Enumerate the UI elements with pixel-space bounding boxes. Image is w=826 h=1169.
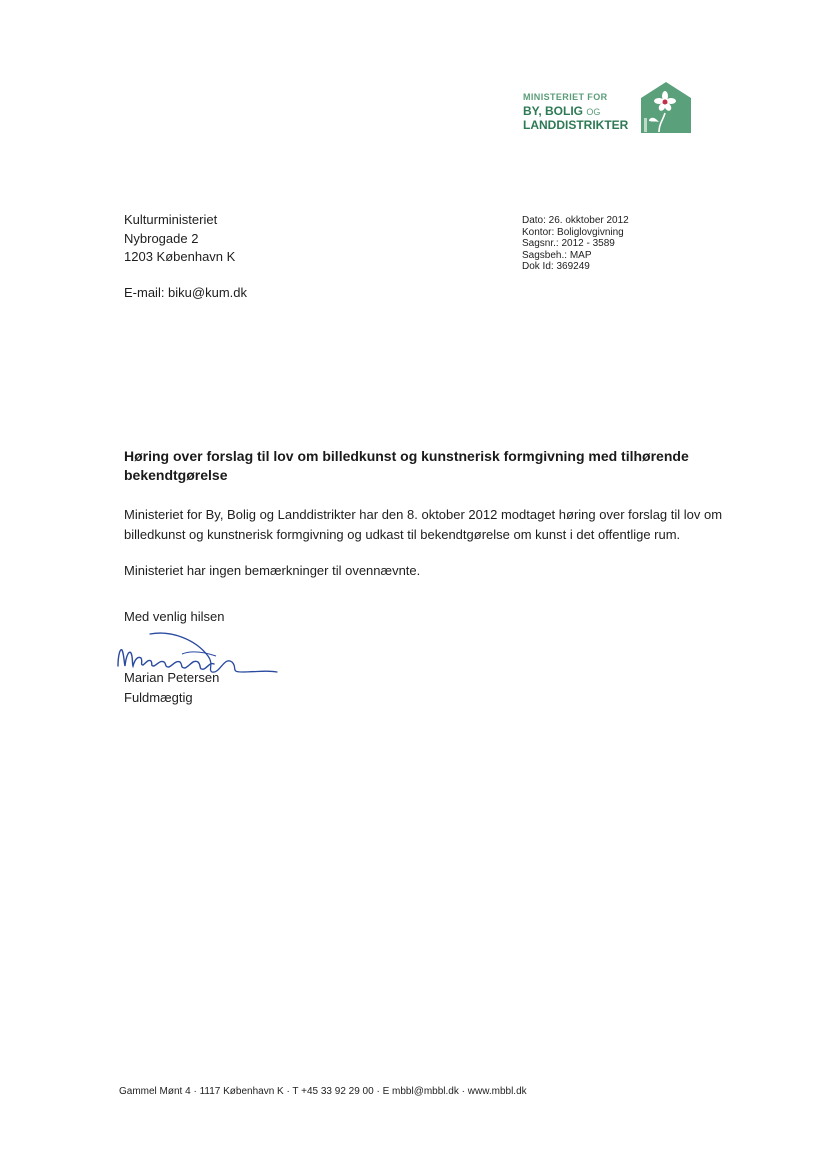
logo-line-by-bolig: BY, BOLIG OG [523,104,601,118]
logo-line-ministeriet: MINISTERIET FOR [523,92,608,102]
meta-sagsbeh: Sagsbeh.: MAP [522,249,592,261]
body-paragraph-1: Ministeriet for By, Bolig og Landdistrikter har den 8. oktober 2012 modtaget høring over forslag til lov om billedkunst og kunstnerisk formgivning og udkast til bekendtgørelse om kunst i det offentlige rum. [124,507,723,542]
ministry-logo [521,80,697,138]
signer-title: Fuldmægtig [124,690,193,705]
letter-footer: Gammel Mønt 4 · 1117 København K · T +45 33 92 29 00 · E mbbl@mbbl.dk · www.mbbl.dk [119,1086,527,1097]
recipient-email: E-mail: biku@kum.dk [124,285,248,300]
recipient-city: 1203 København K [124,249,236,264]
meta-sagsnr: Sagsnr.: 2012 - 3589 [522,238,615,249]
meta-dok-id: Dok Id: 369249 [522,261,590,272]
signer-name: Marian Petersen [124,670,220,685]
logo-line-landdistrikter: LANDDISTRIKTER [523,118,629,132]
recipient-address [124,211,235,267]
recipient-name: Kulturministeriet [124,212,218,227]
body-paragraph-2: Ministeriet har ingen bemærkninger til ovennævnte. [124,563,421,578]
meta-dato: Dato: 26. okktober 2012 [522,215,629,226]
meta-kontor: Kontor: Boliglovgivning [522,226,624,238]
letter-subject: Høring over forslag til lov om billedkunst og kunstnerisk formgivning med tilhørende bekendtgørelse [124,448,689,483]
recipient-street: Nybrogade 2 [124,230,199,246]
logo-wordmark [523,93,628,131]
letter-meta [522,215,629,273]
closing-greeting: Med venlig hilsen [124,609,225,624]
house-flower-icon [637,80,695,135]
